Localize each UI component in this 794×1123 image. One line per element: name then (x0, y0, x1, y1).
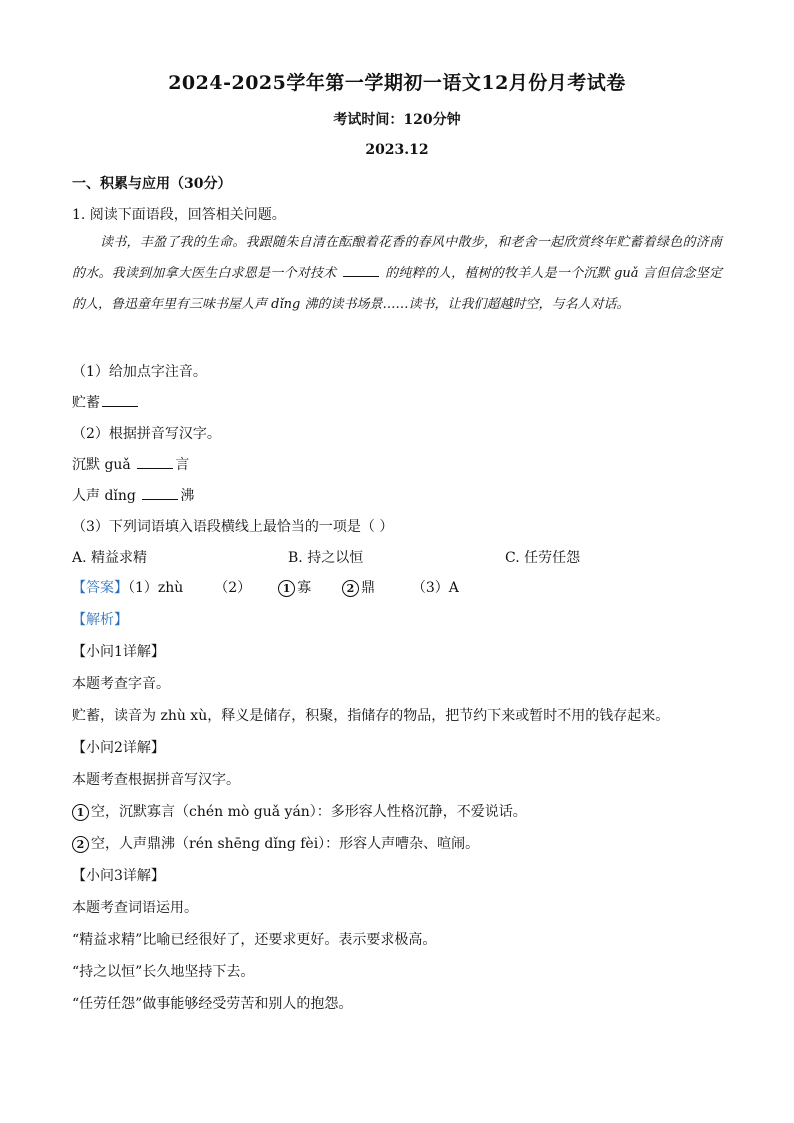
item-suffix: 沸 (180, 488, 195, 504)
answer-part-3: （3）A (411, 580, 459, 596)
sub-question-2-item-1 (72, 454, 189, 474)
circled-number-2: 2 (342, 580, 359, 597)
option-text: 精益求精 (91, 550, 148, 566)
analysis-q3-line-4: “任劳任怨”做事能够经受劳苦和别人的抱怨。 (72, 996, 353, 1012)
answer-line (72, 577, 459, 597)
circled-number-1: 1 (72, 804, 89, 821)
option-text: 持之以恒 (307, 550, 364, 566)
answer-tag: 【答案】 (72, 580, 128, 596)
exam-date: 2023.12 (365, 142, 429, 158)
analysis-text: 空，人声鼎沸（rén shēng dǐng fèi）：形容人声嘈杂、喧闹。 (91, 836, 480, 852)
answer-char-2: 鼎 (360, 580, 375, 596)
sub-question-3: （3）下列词语填入语段横线上最恰当的一项是（ ） (72, 519, 394, 535)
analysis-q1-heading: 【小问1详解】 (72, 644, 165, 660)
analysis-q3-line-3: “持之以恒”长久地坚持下去。 (72, 964, 255, 980)
analysis-q2-heading: 【小问2详解】 (72, 740, 165, 756)
circled-number-1: 1 (278, 580, 295, 597)
option-letter: C. (505, 550, 520, 566)
reading-passage (72, 227, 722, 320)
page-title: 2024-2025学年第一学期初一语文12月份月考试卷 (168, 72, 626, 94)
section-heading: 一、积累与应用（30分） (72, 176, 232, 192)
passage-part-b: 的纯粹的人，植树的牧羊人是一个沉默 guǎ 言但信念坚定的人，鲁迅童年里有三味书屋人声 dǐng 沸的读书场景……读书，让我们超越时空，与名人对话。 (72, 266, 722, 312)
answer-blank (142, 487, 178, 500)
sub-question-2-item-2 (72, 485, 194, 505)
analysis-q2-line-3 (72, 833, 479, 853)
option-c (505, 547, 580, 567)
item-word: 贮蓄 (72, 395, 100, 411)
passage-blank (343, 264, 379, 277)
option-a (72, 547, 147, 567)
option-b (288, 547, 363, 567)
question-stem: 1. 阅读下面语段，回答相关问题。 (72, 207, 286, 223)
answer-blank (137, 456, 173, 469)
analysis-text: 空，沉默寡言（chén mò guǎ yán）：多形容人性格沉静，不爱说话。 (91, 804, 527, 820)
analysis-q3-line-2: “精益求精”比喻已经很好了，还要求更好。表示要求极高。 (72, 932, 437, 948)
item-suffix: 言 (175, 457, 190, 473)
circled-number-2: 2 (72, 836, 89, 853)
answer-blank (102, 394, 138, 407)
option-letter: B. (288, 550, 303, 566)
sub-question-1: （1）给加点字注音。 (72, 364, 207, 380)
analysis-q1-line-1: 本题考查字音。 (72, 676, 170, 692)
sub-question-1-item (72, 392, 140, 412)
analysis-q1-line-2: 贮蓄，读音为 zhù xù，释义是储存，积聚，指储存的物品，把节约下来或暂时不用的钱存起来。 (72, 708, 670, 724)
answer-part-2: （2） (214, 580, 252, 596)
exam-time: 考试时间：120分钟 (333, 112, 461, 128)
analysis-q2-line-1: 本题考查根据拼音写汉字。 (72, 772, 240, 788)
sub-question-2: （2）根据拼音写汉字。 (72, 426, 221, 442)
option-letter: A. (72, 550, 87, 566)
answer-char-1: 寡 (297, 580, 312, 596)
analysis-q3-line-1: 本题考查词语运用。 (72, 900, 198, 916)
analysis-q3-heading: 【小问3详解】 (72, 868, 165, 884)
option-text: 任劳任怨 (524, 550, 581, 566)
item-prefix: 人声 dǐng (72, 488, 141, 504)
analysis-q2-line-2 (72, 801, 527, 821)
analysis-tag: 【解析】 (72, 612, 128, 628)
passage-part-a: 读书，丰盈了我的生命。我跟随朱自清在酝酿着花香的春风中散步，和老舍一起欣赏终年贮蓄着绿色的济南的水。我读到加拿大医生白求恩是一个对技术 (72, 235, 722, 281)
item-prefix: 沉默 guǎ (72, 457, 136, 473)
answer-part-1: （1）zhù (128, 580, 184, 596)
